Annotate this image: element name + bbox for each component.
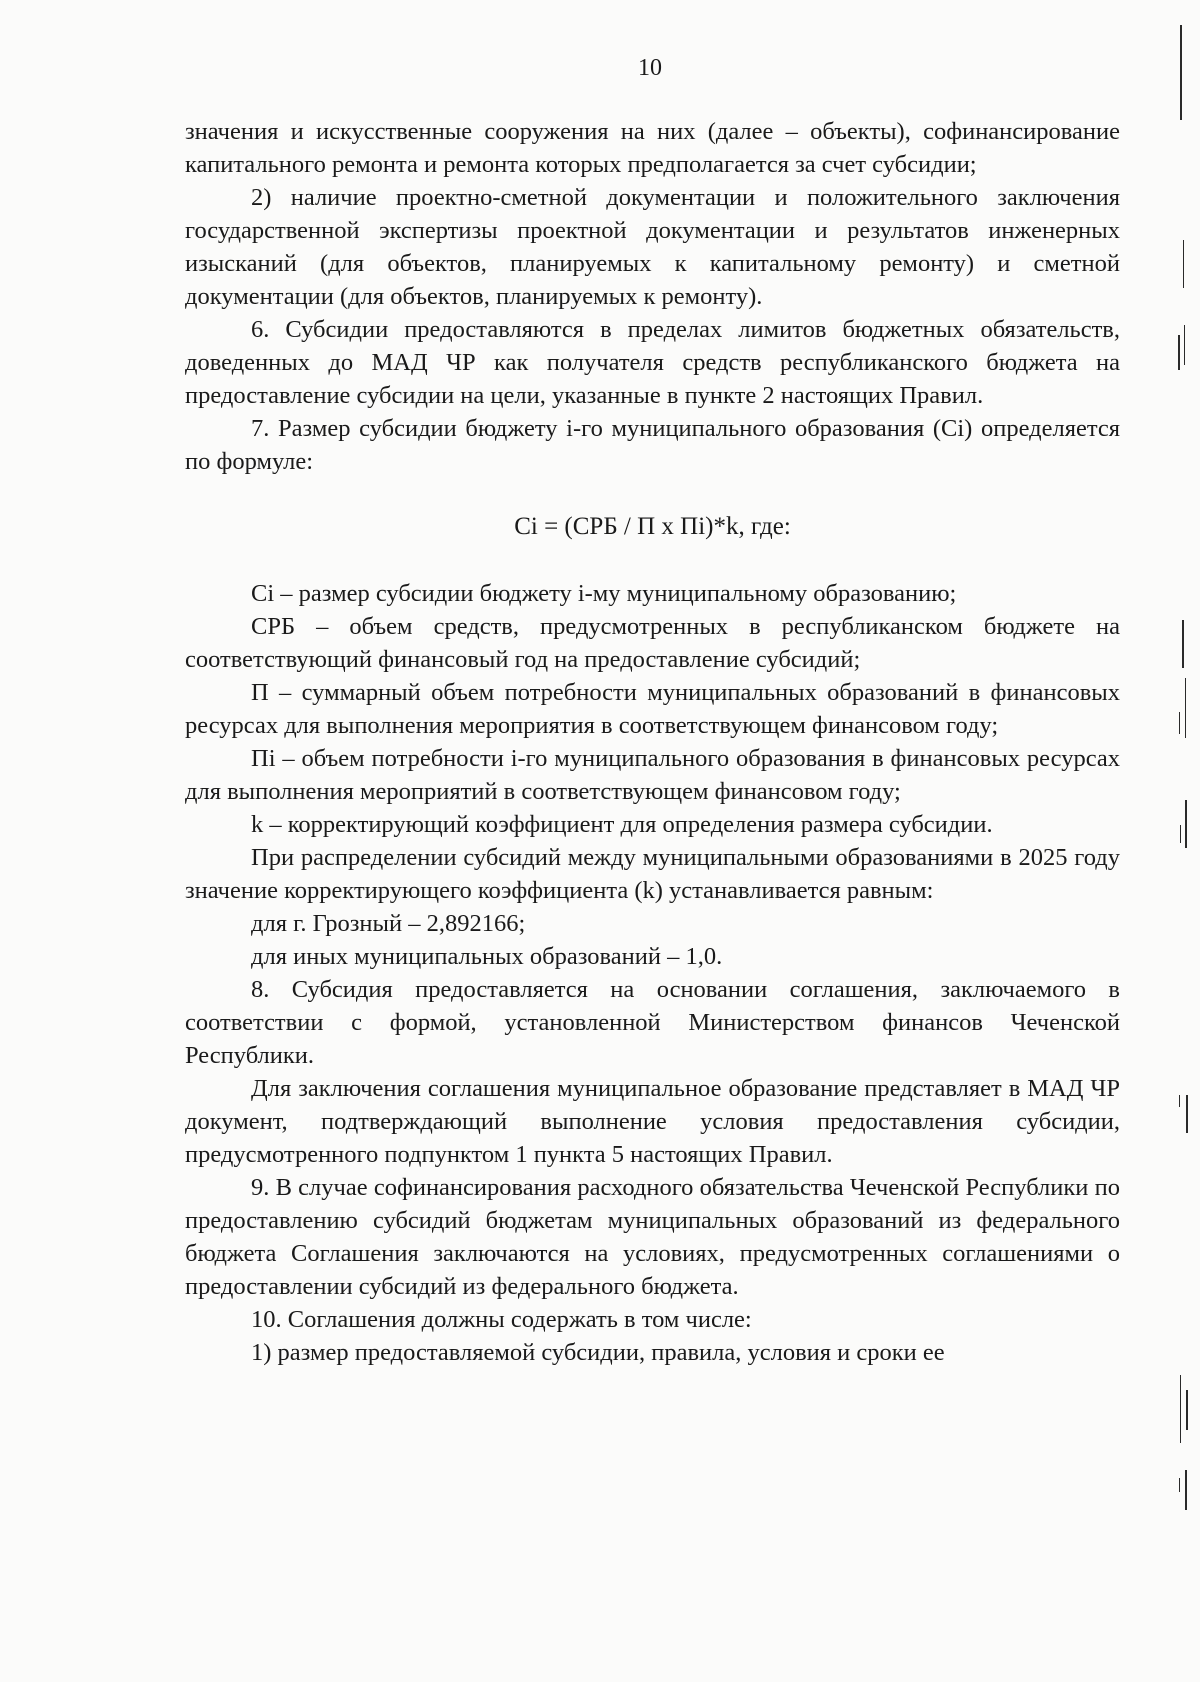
- definition-k: k – корректирующий коэффициент для определения размера субсидии.: [251, 811, 993, 838]
- definition-pi: Пi – объем потребности i-го муниципального образования в финансовых ресурсах для выполнения мероприятий в соответствующем финансовом году;: [185, 745, 1120, 805]
- scan-edge-mark: [1185, 800, 1187, 848]
- paragraph-section-10: 10. Соглашения должны содержать в том числе:: [251, 1306, 752, 1333]
- paragraph-section-6: 6. Субсидии предоставляются в пределах лимитов бюджетных обязательств, доведенных до МАД ЧР как получателя средств республиканского бюджета на предоставление субсидии на цели, указанные в пункте 2 настоящих Правил.: [185, 316, 1120, 409]
- scan-edge-mark: [1184, 325, 1185, 365]
- paragraph-agreement-documents: Для заключения соглашения муниципальное образование представляет в МАД ЧР документ, подтверждающий выполнение условия предоставления субсидии, предусмотренного подпунктом 1 пункта 5 настоящих Правил.: [185, 1075, 1120, 1168]
- scan-edge-mark: [1179, 1478, 1180, 1492]
- document-body: [185, 115, 1120, 1369]
- definition-srb: СРБ – объем средств, предусмотренных в республиканском бюджете на соответствующий финансовый год на предоставление субсидий;: [185, 613, 1120, 673]
- scan-edge-mark: [1180, 1375, 1181, 1443]
- scan-edge-mark: [1185, 678, 1186, 738]
- paragraph-section-7: 7. Размер субсидии бюджету i-го муниципального образования (Ci) определяется по формуле:: [185, 415, 1120, 475]
- scan-edge-mark: [1180, 825, 1181, 843]
- scan-edge-mark: [1182, 620, 1184, 668]
- coefficient-other: для иных муниципальных образований – 1,0.: [251, 943, 723, 970]
- definition-ci: Ci – размер субсидии бюджету i-му муниципальному образованию;: [251, 580, 957, 607]
- subsidy-formula: Ci = (СРБ / П х Пi)*k, где:: [514, 513, 791, 540]
- paragraph-section-9: 9. В случае софинансирования расходного обязательства Чеченской Республики по предоставлению субсидий бюджетам муниципальных образований из федерального бюджета Соглашения заключаются на условиях, предусмотренных соглашениями о предоставлении субсидий из федерального бюджета.: [185, 1174, 1120, 1300]
- definition-p: П – суммарный объем потребности муниципальных образований в финансовых ресурсах для выполнения мероприятия в соответствующем финансовом году;: [185, 679, 1120, 739]
- page-number: 10: [638, 55, 662, 81]
- scan-edge-mark: [1183, 240, 1184, 288]
- scan-edge-mark: [1180, 25, 1182, 120]
- paragraph-coefficient-2025: При распределении субсидий между муниципальными образованиями в 2025 году значение корректирующего коэффициента (k) устанавливается равным:: [185, 844, 1120, 904]
- coefficient-grozny: для г. Грозный – 2,892166;: [251, 910, 526, 937]
- scan-edge-mark: [1178, 335, 1180, 370]
- scan-edge-mark: [1179, 712, 1180, 734]
- paragraph-objects-continuation: значения и искусственные сооружения на них (далее – объекты), софинансирование капитального ремонта и ремонта которых предполагается за счет субсидии;: [185, 118, 1120, 178]
- scan-edge-mark: [1186, 1390, 1188, 1430]
- paragraph-section-8: 8. Субсидия предоставляется на основании соглашения, заключаемого в соответствии с формой, установленной Министерством финансов Чеченской Республики.: [185, 976, 1120, 1069]
- scan-edge-mark: [1185, 1470, 1187, 1510]
- paragraph-item-1-subsidy-size: 1) размер предоставляемой субсидии, правила, условия и сроки ее: [251, 1339, 945, 1366]
- scan-edge-mark: [1179, 1095, 1180, 1107]
- paragraph-item-2-documentation: 2) наличие проектно-сметной документации и положительного заключения государственной экспертизы проектной документации и результатов инженерных изысканий (для объектов, планируемых к капитальному ремонту) и сметной документации (для объектов, планируемых к ремонту).: [185, 184, 1120, 310]
- scan-edge-mark: [1186, 1095, 1188, 1133]
